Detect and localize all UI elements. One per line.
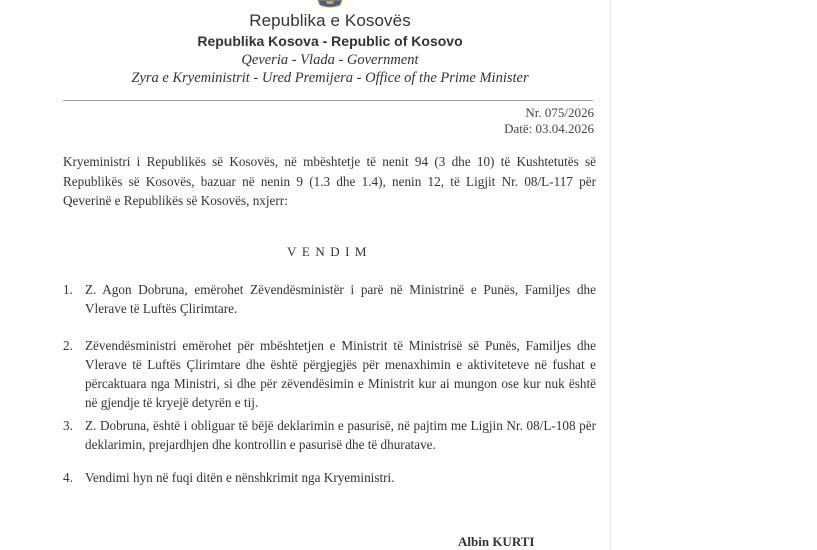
- list-item-number: 2.: [63, 338, 73, 353]
- list-item-text: Vendimi hyn në fuqi ditën e nënshkrimit nga Kryeministri.: [85, 470, 395, 485]
- list-item-text: Z. Agon Dobruna, emërohet Zëvendësministër i parë në Ministrinë e Punës, Familjes dhe Vlerave të Luftës Çlirimtare.: [85, 282, 596, 316]
- list-item-number: 4.: [63, 470, 73, 485]
- signature-name: Albin KURTI: [458, 534, 535, 549]
- list-item-number: 3.: [63, 418, 73, 433]
- list-item-number: 1.: [63, 282, 73, 297]
- coat-of-arms-icon: [316, 0, 344, 8]
- header-divider: [63, 100, 593, 101]
- header-country: Republika e Kosovës: [249, 11, 411, 30]
- decision-title: VENDIM: [287, 244, 372, 259]
- header-government: Qeveria - Vlada - Government: [241, 52, 419, 68]
- header-country-multilang: Republika Kosova - Republic of Kosovo: [197, 33, 463, 49]
- intro-paragraph: Kryeministri i Republikës së Kosovës, në mbështetje të nenit 94 (3 dhe 10) të Kushtetutës së Republikës së Kosovës, bazuar në nenin 9 (1.3 dhe 1.4), nenin 12, të Ligjit Nr. 08/L-117 për Qeverinë e Republikës së Kosovës, nxjerr:: [63, 154, 596, 208]
- list-item-text: Zëvendësministri emërohet për mbështetjen e Ministrit të Ministrisë së Punës, Familjes dhe Vlerave të Luftës Çlirimtare dhe është përgjegjës për menaxhimin e aktiviteteve në fushat e përcaktuara nga Ministri, si dhe për zëvendësimin e Ministrit kur ai mungon ose kur nuk është në gjendje të kryejë detyrën e tij.: [85, 338, 596, 410]
- header-office: Zyra e Kryeministrit - Ured Premijera - Office of the Prime Minister: [131, 70, 529, 86]
- list-item-text: Z. Dobruna, është i obliguar të bëjë deklarimin e pasurisë, në pajtim me Ligjin Nr. 08/L-108 për deklarimin, prejardhjen dhe kontrollin e pasurisë dhe të dhuratave.: [85, 418, 596, 452]
- reference-number: Nr. 075/2026: [525, 105, 594, 120]
- reference-date: Datë: 03.04.2026: [504, 121, 594, 136]
